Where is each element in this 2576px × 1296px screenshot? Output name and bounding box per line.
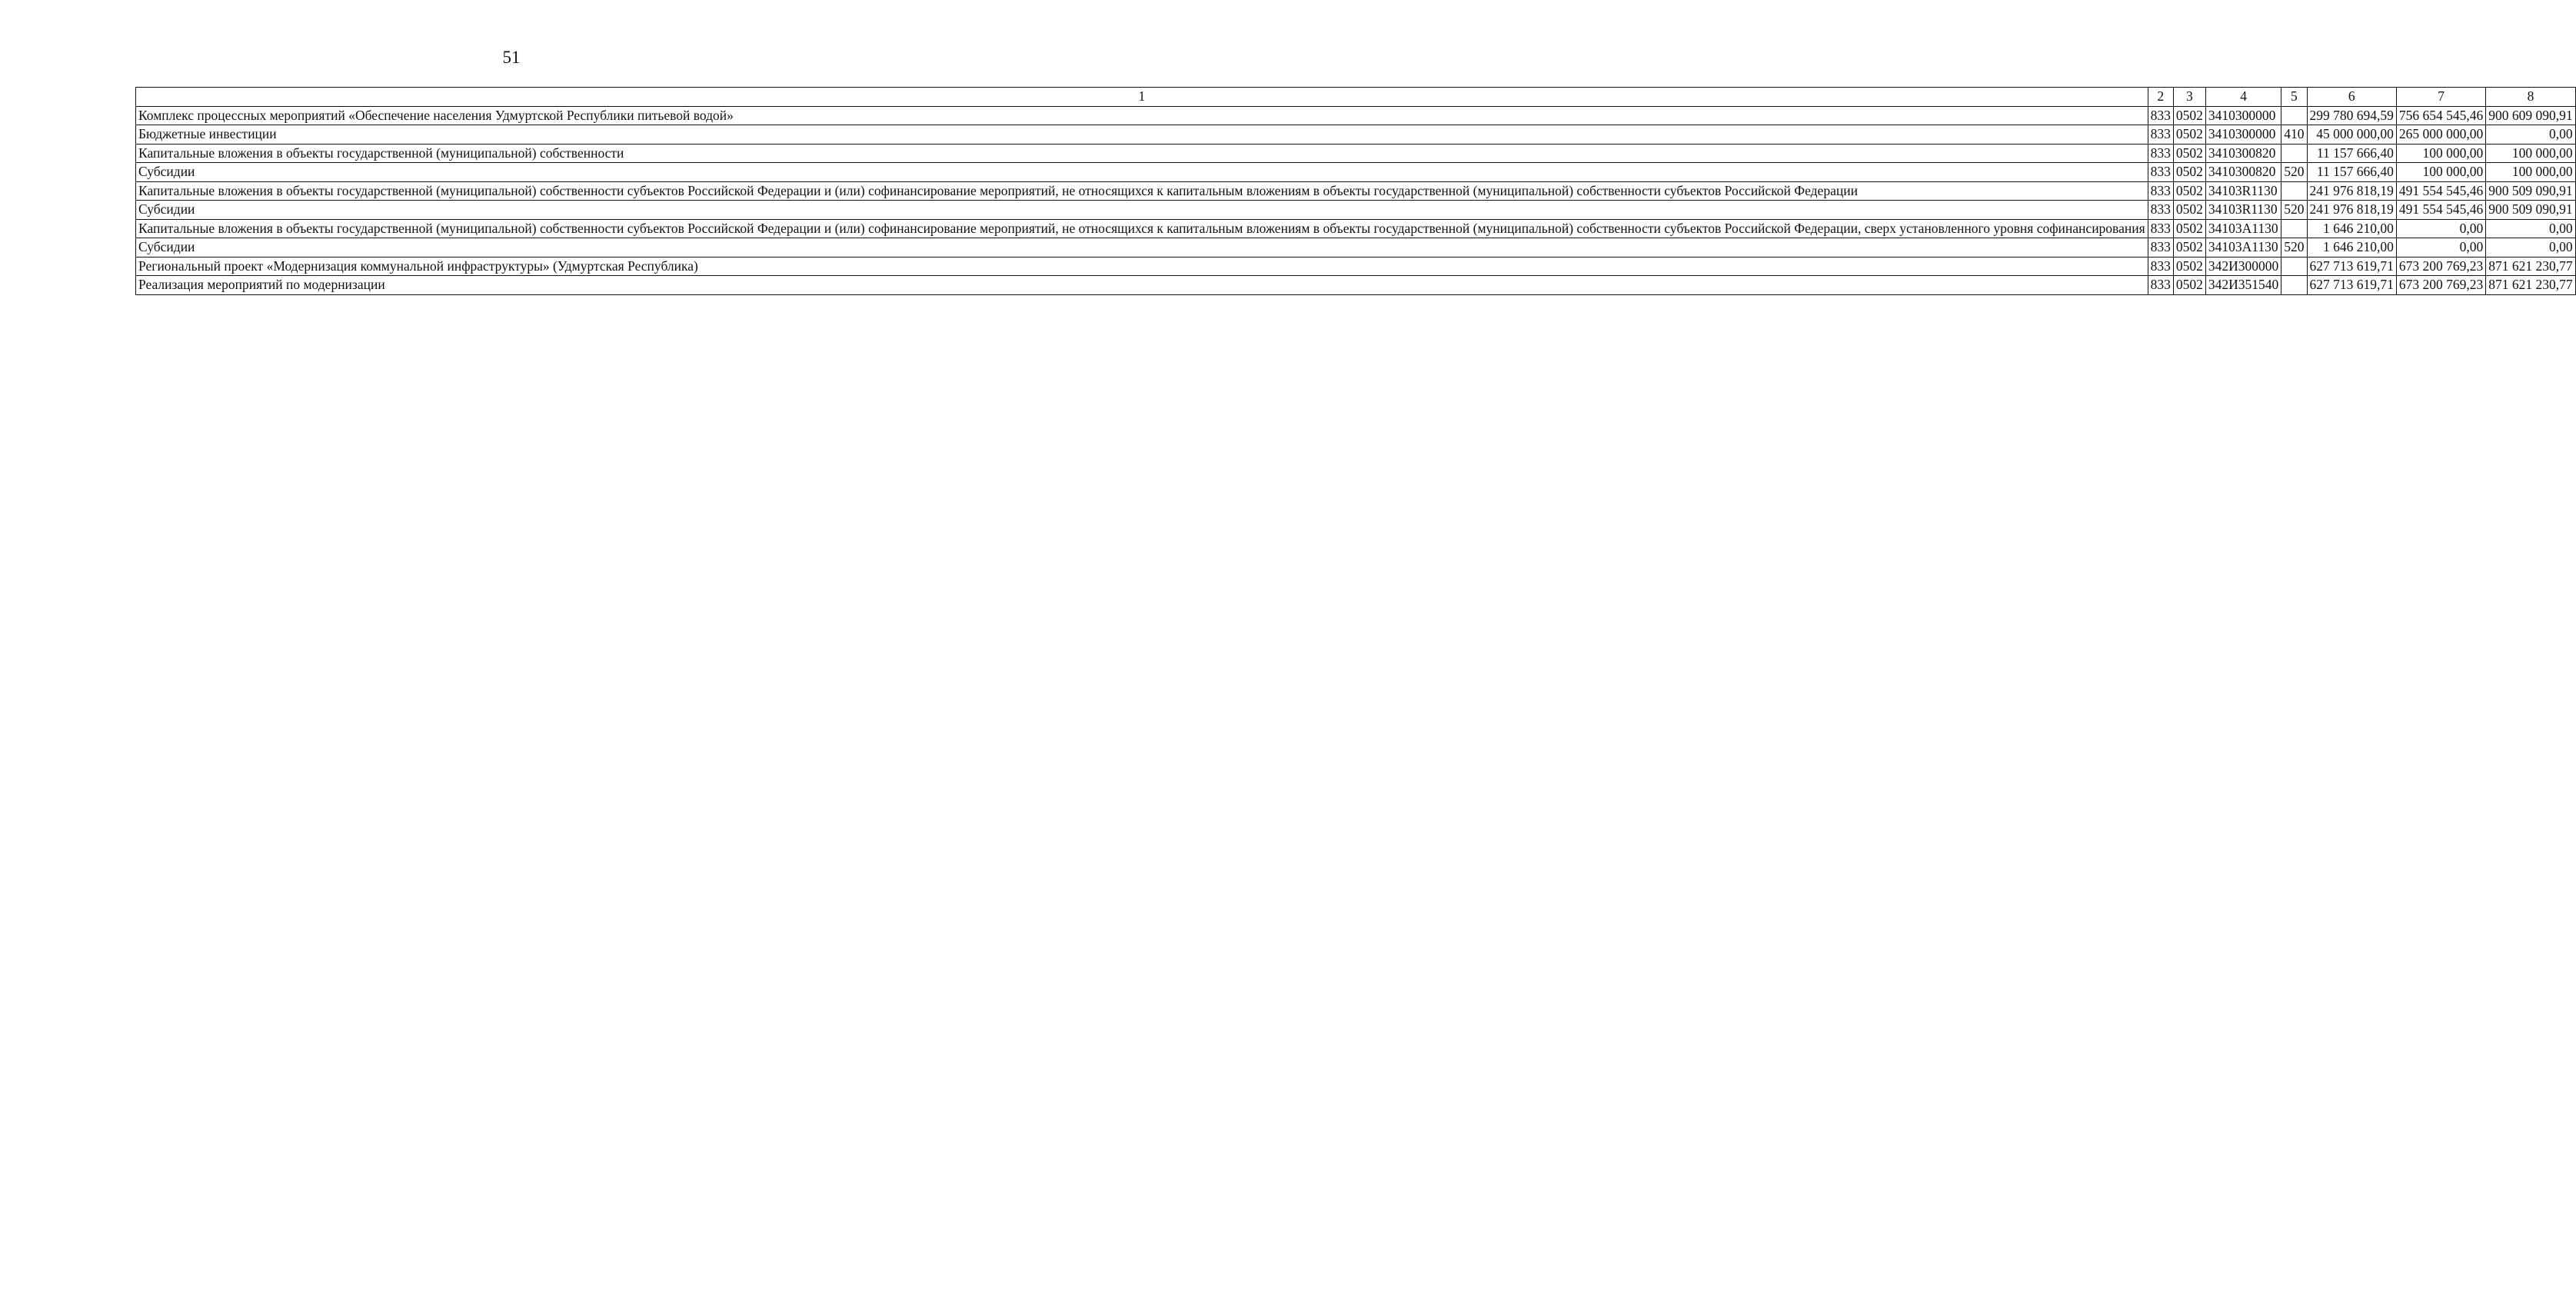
row-name-cell: Субсидии: [136, 238, 2148, 258]
expense-type-cell: 520: [2281, 238, 2307, 258]
amount-cell: 1 646 210,00: [2307, 219, 2396, 238]
ministry-code-cell: 833: [2148, 163, 2173, 182]
row-name-cell: Капитальные вложения в объекты государственной (муниципальной) собственности субъектов Российской Федерации и (или) софинансирование мероприятий, не относящихся к капитальным вложениям в объекты государственной (муниципальной) собственности субъектов Российской Федерации: [136, 181, 2148, 201]
expense-type-cell: [2281, 106, 2307, 125]
amount-cell: 673 200 769,23: [2396, 276, 2485, 295]
row-name-cell: Субсидии: [136, 163, 2148, 182]
amount-cell: 241 976 818,19: [2307, 181, 2396, 201]
amount-cell: 627 713 619,71: [2307, 276, 2396, 295]
header-row: [136, 88, 2576, 107]
column-header: 3: [2173, 88, 2205, 107]
target-article-cell: 342И300000: [2205, 257, 2281, 276]
section-code-cell: 0502: [2173, 125, 2205, 145]
amount-cell: 45 000 000,00: [2307, 125, 2396, 145]
expense-type-cell: [2281, 144, 2307, 163]
section-code-cell: 0502: [2173, 163, 2205, 182]
column-header: 1: [136, 88, 2148, 107]
table-row: [136, 238, 2576, 258]
target-article-cell: 34103A1130: [2205, 238, 2281, 258]
table-row: [136, 219, 2576, 238]
table-body: [136, 106, 2576, 294]
amount-cell: 0,00: [2486, 238, 2575, 258]
target-article-cell: 34103A1130: [2205, 219, 2281, 238]
column-header: 6: [2307, 88, 2396, 107]
amount-cell: 0,00: [2486, 219, 2575, 238]
section-code-cell: 0502: [2173, 181, 2205, 201]
amount-cell: 1 646 210,00: [2307, 238, 2396, 258]
table-row: [136, 106, 2576, 125]
table-row: [136, 125, 2576, 145]
ministry-code-cell: 833: [2148, 144, 2173, 163]
row-name-cell: Бюджетные инвестиции: [136, 125, 2148, 145]
ministry-code-cell: 833: [2148, 125, 2173, 145]
amount-cell: 900 509 090,91: [2486, 181, 2575, 201]
amount-cell: 0,00: [2486, 125, 2575, 145]
ministry-code-cell: 833: [2148, 106, 2173, 125]
column-header: 8: [2486, 88, 2575, 107]
expense-type-cell: [2281, 219, 2307, 238]
expense-type-cell: 410: [2281, 125, 2307, 145]
table-row: [136, 257, 2576, 276]
amount-cell: 900 509 090,91: [2486, 201, 2575, 220]
amount-cell: 673 200 769,23: [2396, 257, 2485, 276]
table-row: [136, 276, 2576, 295]
amount-cell: 100 000,00: [2396, 163, 2485, 182]
section-code-cell: 0502: [2173, 238, 2205, 258]
amount-cell: 756 654 545,46: [2396, 106, 2485, 125]
table-row: [136, 163, 2576, 182]
expense-type-cell: [2281, 257, 2307, 276]
amount-cell: 11 157 666,40: [2307, 144, 2396, 163]
ministry-code-cell: 833: [2148, 257, 2173, 276]
target-article-cell: 3410300000: [2205, 106, 2281, 125]
amount-cell: 100 000,00: [2486, 144, 2575, 163]
target-article-cell: 34103R1130: [2205, 181, 2281, 201]
table-row: [136, 181, 2576, 201]
amount-cell: 900 609 090,91: [2486, 106, 2575, 125]
table-row: [136, 144, 2576, 163]
ministry-code-cell: 833: [2148, 238, 2173, 258]
section-code-cell: 0502: [2173, 144, 2205, 163]
row-name-cell: Субсидии: [136, 201, 2148, 220]
amount-cell: 627 713 619,71: [2307, 257, 2396, 276]
section-code-cell: 0502: [2173, 219, 2205, 238]
page-number: 51: [502, 48, 521, 67]
amount-cell: 11 157 666,40: [2307, 163, 2396, 182]
row-name-cell: Капитальные вложения в объекты государственной (муниципальной) собственности: [136, 144, 2148, 163]
amount-cell: 0,00: [2396, 219, 2485, 238]
column-header: 4: [2205, 88, 2281, 107]
amount-cell: 871 621 230,77: [2486, 276, 2575, 295]
target-article-cell: 3410300000: [2205, 125, 2281, 145]
ministry-code-cell: 833: [2148, 181, 2173, 201]
target-article-cell: 342И351540: [2205, 276, 2281, 295]
expense-type-cell: [2281, 181, 2307, 201]
row-name-cell: Реализация мероприятий по модернизации: [136, 276, 2148, 295]
row-name-cell: Региональный проект «Модернизация коммунальной инфраструктуры» (Удмуртская Республика): [136, 257, 2148, 276]
amount-cell: 0,00: [2396, 238, 2485, 258]
target-article-cell: 3410300820: [2205, 144, 2281, 163]
amount-cell: 491 554 545,46: [2396, 181, 2485, 201]
ministry-code-cell: 833: [2148, 276, 2173, 295]
section-code-cell: 0502: [2173, 276, 2205, 295]
section-code-cell: 0502: [2173, 257, 2205, 276]
row-name-cell: Капитальные вложения в объекты государственной (муниципальной) собственности субъектов Российской Федерации и (или) софинансирование мероприятий, не относящихся к капитальным вложениям в объекты государственной (муниципальной) собственности субъектов Российской Федерации, сверх установленного уровня софинансирования: [136, 219, 2148, 238]
expense-type-cell: 520: [2281, 201, 2307, 220]
amount-cell: 241 976 818,19: [2307, 201, 2396, 220]
amount-cell: 265 000 000,00: [2396, 125, 2485, 145]
column-header: 7: [2396, 88, 2485, 107]
ministry-code-cell: 833: [2148, 201, 2173, 220]
column-header: 2: [2148, 88, 2173, 107]
target-article-cell: 3410300820: [2205, 163, 2281, 182]
section-code-cell: 0502: [2173, 201, 2205, 220]
amount-cell: 100 000,00: [2486, 163, 2575, 182]
table-row: [136, 201, 2576, 220]
amount-cell: 100 000,00: [2396, 144, 2485, 163]
row-name-cell: Комплекс процессных мероприятий «Обеспечение населения Удмуртской Республики питьевой водой»: [136, 106, 2148, 125]
amount-cell: 299 780 694,59: [2307, 106, 2396, 125]
ministry-code-cell: 833: [2148, 219, 2173, 238]
expense-type-cell: [2281, 276, 2307, 295]
expense-type-cell: 520: [2281, 163, 2307, 182]
amount-cell: 491 554 545,46: [2396, 201, 2485, 220]
budget-table: [135, 87, 2576, 295]
section-code-cell: 0502: [2173, 106, 2205, 125]
target-article-cell: 34103R1130: [2205, 201, 2281, 220]
column-header: 5: [2281, 88, 2307, 107]
amount-cell: 871 621 230,77: [2486, 257, 2575, 276]
